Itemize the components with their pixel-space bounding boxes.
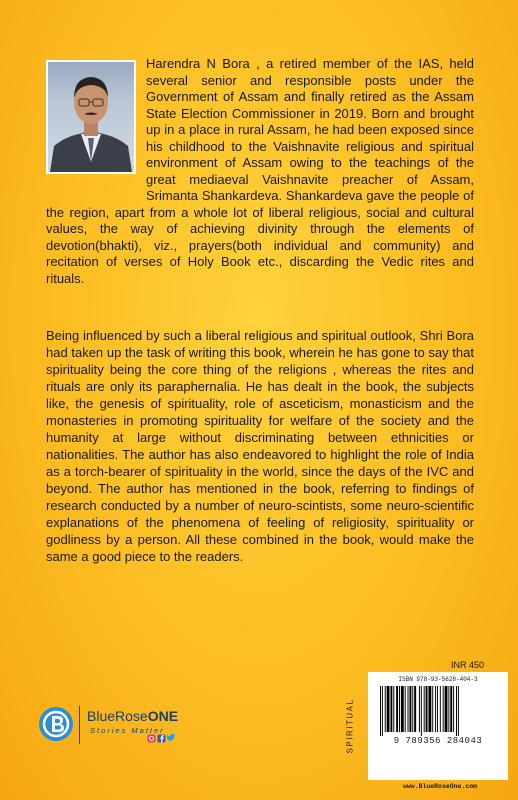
isbn-label: ISBN 978-93-5628-404-3 xyxy=(398,676,478,683)
publisher-name-main: BlueRose xyxy=(87,708,148,724)
book-summary-paragraph: Being influenced by such a liberal religious and spiritual outlook, Shri Bora had taken up the task of writing this book, wherein he has gone to say that spirituality being the core thing of the religions , whereas the rites and rituals are only its paraphernalia. He has dealt in the book, the subjects like, the genesis of spirituality, role of asceticism, monasticism and the monasteries in promoting spirituality for welfare of the society and the humanity at large without discriminating between ethnicities or nationalities. The author has also endeavored to highlight the role of India as a torch-bearer of spirituality in the world, since the days of the IVC and beyond. The author has mentioned in the book, referring to findings of research conducted by a number of neuro-scintists, some neuro-scientific explanations of the phenomena of feeling of religiosity, spirituality or godliness by a person. All these combined in the book, would make the same a good piece to the readers. xyxy=(46,328,474,564)
author-bio-text: Harendra N Bora , a retired member of the IAS, held several senior and responsible posts under the Government of Assam and finally retired as the Assam State Election Commissioner in 2019. Born and brought up in a place in rural Assam, he had been exposed since his childhood to the Vaishnavite religious and spiritual environment of Assam owing to the teachings of the great mediaeval Vaishnavite preacher of Assam, Srimanta Shankardeva. Shankardeva gave the people of the region, apart from a whole lot of liberal religious, social and cultural values, the way of achieving divinity through the elements of devotion(bhakti), viz., prayers(both individual and community) and recitation of verses of Holy Book etc., discarding the Vedic rites and rituals. xyxy=(46,56,474,286)
publisher-logo xyxy=(37,702,267,748)
instagram-icon xyxy=(148,735,156,743)
genre-text: SPIRITUAL xyxy=(345,698,355,754)
facebook-icon xyxy=(158,735,166,743)
barcode-panel xyxy=(368,672,508,780)
barcode-bars xyxy=(378,686,498,736)
publisher-name xyxy=(87,708,178,724)
barcode-digits: 9 789356 284043 xyxy=(393,736,483,746)
publisher-name-one: ONE xyxy=(147,708,179,724)
price-label: INR 450 xyxy=(451,660,485,670)
publisher-tagline: Stories Matter xyxy=(90,726,165,735)
logo-divider xyxy=(79,706,80,744)
bluerose-b-logo-icon xyxy=(37,702,75,746)
author-bio-paragraph xyxy=(46,56,474,287)
publisher-website: www.BlueRoseOne.com xyxy=(402,783,478,790)
twitter-icon xyxy=(167,734,176,741)
social-icons xyxy=(147,734,177,744)
genre-label xyxy=(343,686,357,766)
